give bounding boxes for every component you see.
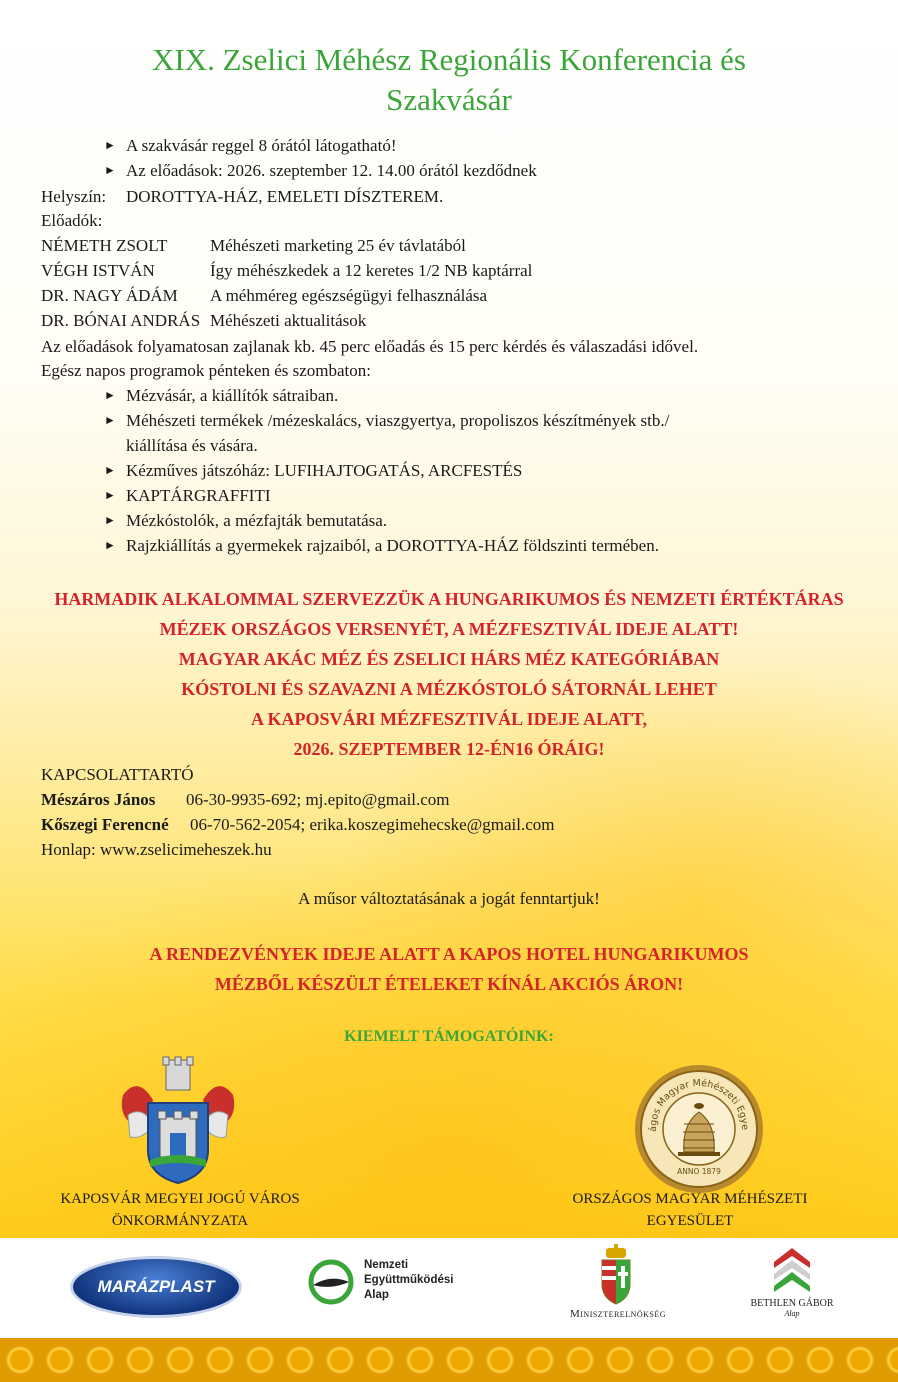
program-bullet: ► Mézkóstolók, a mézfajták bemutatása. <box>104 508 387 533</box>
competition-line: KÓSTOLNI ÉS SZAVAZNI A MÉZKÓSTOLÓ SÁTORNÁL LEHET <box>181 679 717 699</box>
title-line-2: Szakvásár <box>386 82 512 117</box>
sponsor-right-caption <box>560 1188 820 1232</box>
page-title <box>0 40 898 120</box>
nea-logo-text <box>364 1258 453 1303</box>
program-bullet: ► Méhészeti termékek /mézeskalács, viaszgyertya, propoliszos készítmények stb./ <box>104 408 669 433</box>
sponsor-left-caption <box>40 1188 320 1232</box>
contact-row <box>41 787 155 812</box>
sponsors-heading: KIEMELT TÁMOGATÓINK: <box>344 1028 554 1045</box>
bethlen-logo-line: BETHLEN GÁBOR <box>750 1298 834 1309</box>
program-bullet: ► Rajzkiállítás a gyermekek rajzaiból, a DOROTTYA-HÁZ földszinti termében. <box>104 533 659 558</box>
contact-name: Mészáros János <box>41 790 156 809</box>
speaker-name: DR. BÓNAI ANDRÁS <box>41 311 201 330</box>
nea-logo-line: Alap <box>364 1289 389 1301</box>
hotel-offer <box>0 939 898 999</box>
bethlen-gabor-logo-icon <box>772 1246 812 1294</box>
contact-details: 06-70-562-2054; erika.koszegimehecske@gmail.com <box>190 815 555 834</box>
competition-line: 2026. SZEPTEMBER 12-ÉN16 ÓRÁIG! <box>293 739 605 759</box>
speaker-topic: A méhméreg egészségügyi felhasználása <box>210 286 488 305</box>
contact-name: Kőszegi Ferencné <box>41 815 169 834</box>
programs-label: Egész napos programok pénteken és szombaton: <box>41 361 371 380</box>
competition-line: MAGYAR AKÁC MÉZ ÉS ZSELICI HÁRS MÉZ KATEGÓRIÁBAN <box>178 649 720 669</box>
marazplast-logo-text: MARÁZPLAST <box>97 1277 215 1296</box>
seal-arc-text: ágos Magyar Méhészeti Egye <box>647 1077 751 1132</box>
hotel-line: MÉZBŐL KÉSZÜLT ÉTELEKET KÍNÁL AKCIÓS ÁRON! <box>214 974 684 994</box>
venue-value: DOROTTYA-HÁZ, EMELETI DÍSZTEREM. <box>126 187 444 206</box>
contact-details: 06-30-9935-692; mj.epito@gmail.com <box>186 790 450 809</box>
ministry-logo-text: Miniszterelnökség <box>569 1308 667 1320</box>
nea-logo-line: Nemzeti <box>364 1259 409 1271</box>
program-bullet: ► Kézműves játszóház: LUFIHAJTOGATÁS, ARCFESTÉS <box>104 458 522 483</box>
sponsor-left-line: KAPOSVÁR MEGYEI JOGÚ VÁROS <box>60 1191 300 1207</box>
honeycomb-strip <box>0 1338 898 1382</box>
hungarian-coat-of-arms-icon <box>596 1244 636 1306</box>
title-line-1: XIX. Zselici Méhész Regionális Konferencia és <box>152 42 746 77</box>
competition-line: A KAPOSVÁRI MÉZFESZTIVÁL IDEJE ALATT, <box>251 709 647 729</box>
competition-line: MÉZEK ORSZÁGOS VERSENYÉT, A MÉZFESZTIVÁL IDEJE ALATT! <box>159 619 739 639</box>
speaker-name: VÉGH ISTVÁN <box>41 261 155 280</box>
sponsor-right-line: ORSZÁGOS MAGYAR MÉHÉSZETI <box>572 1191 808 1207</box>
program-bullet: ► Mézvásár, a kiállítók sátraiban. <box>104 383 338 408</box>
competition-announcement <box>0 584 898 764</box>
disclaimer: A műsor változtatásának a jogát fenntartjuk! <box>298 889 600 908</box>
program-bullet: ► KAPTÁRGRAFFITI <box>104 483 271 508</box>
intro-bullet: ► A szakvásár reggel 8 órától látogatható! <box>104 133 396 158</box>
sponsor-left-line: ÖNKORMÁNYZATA <box>111 1213 249 1229</box>
speaker-topic: Így méhészkedek a 12 keretes 1/2 NB kaptárral <box>210 261 533 280</box>
bethlen-logo-line: Alap <box>784 1309 800 1318</box>
speaker-name: NÉMETH ZSOLT <box>41 236 168 255</box>
intro-bullet: ► Az előadások: 2026. szeptember 12. 14.00 órától kezdődnek <box>104 158 537 183</box>
kaposvar-coat-of-arms-icon <box>118 1055 238 1185</box>
speaker-topic: Méhészeti marketing 25 év távlatából <box>210 236 466 255</box>
seal-year: ANNO 1879 <box>677 1167 721 1176</box>
nea-logo-icon <box>307 1258 355 1306</box>
lectures-note: Az előadások folyamatosan zajlanak kb. 45 perc előadás és 15 perc kérdés és válaszadási idővel. <box>41 337 699 356</box>
program-bullet-continuation: kiállítása és vására. <box>126 436 258 455</box>
nea-logo-line: Együttműködési <box>364 1274 454 1286</box>
beekeepers-association-seal-icon <box>632 1062 766 1196</box>
contact-label: KAPCSOLATTARTÓ <box>41 765 194 784</box>
hotel-line: A RENDEZVÉNYEK IDEJE ALATT A KAPOS HOTEL HUNGARIKUMOS <box>149 944 749 964</box>
sponsor-right-line: EGYESÜLET <box>646 1213 734 1229</box>
venue-label: Helyszín: <box>41 187 107 206</box>
competition-line: HARMADIK ALKALOMMAL SZERVEZZÜK A HUNGARIKUMOS ÉS NEMZETI ÉRTÉKTÁRAS <box>54 589 844 609</box>
speaker-name: DR. NAGY ÁDÁM <box>41 286 178 305</box>
website-link[interactable]: Honlap: www.zselicimeheszek.hu <box>41 840 272 859</box>
speaker-topic: Méhészeti aktualitások <box>210 311 367 330</box>
bethlen-gabor-logo-text <box>742 1298 842 1318</box>
marazplast-logo <box>70 1256 242 1318</box>
contact-row <box>41 812 169 837</box>
speakers-label: Előadók: <box>41 211 103 230</box>
